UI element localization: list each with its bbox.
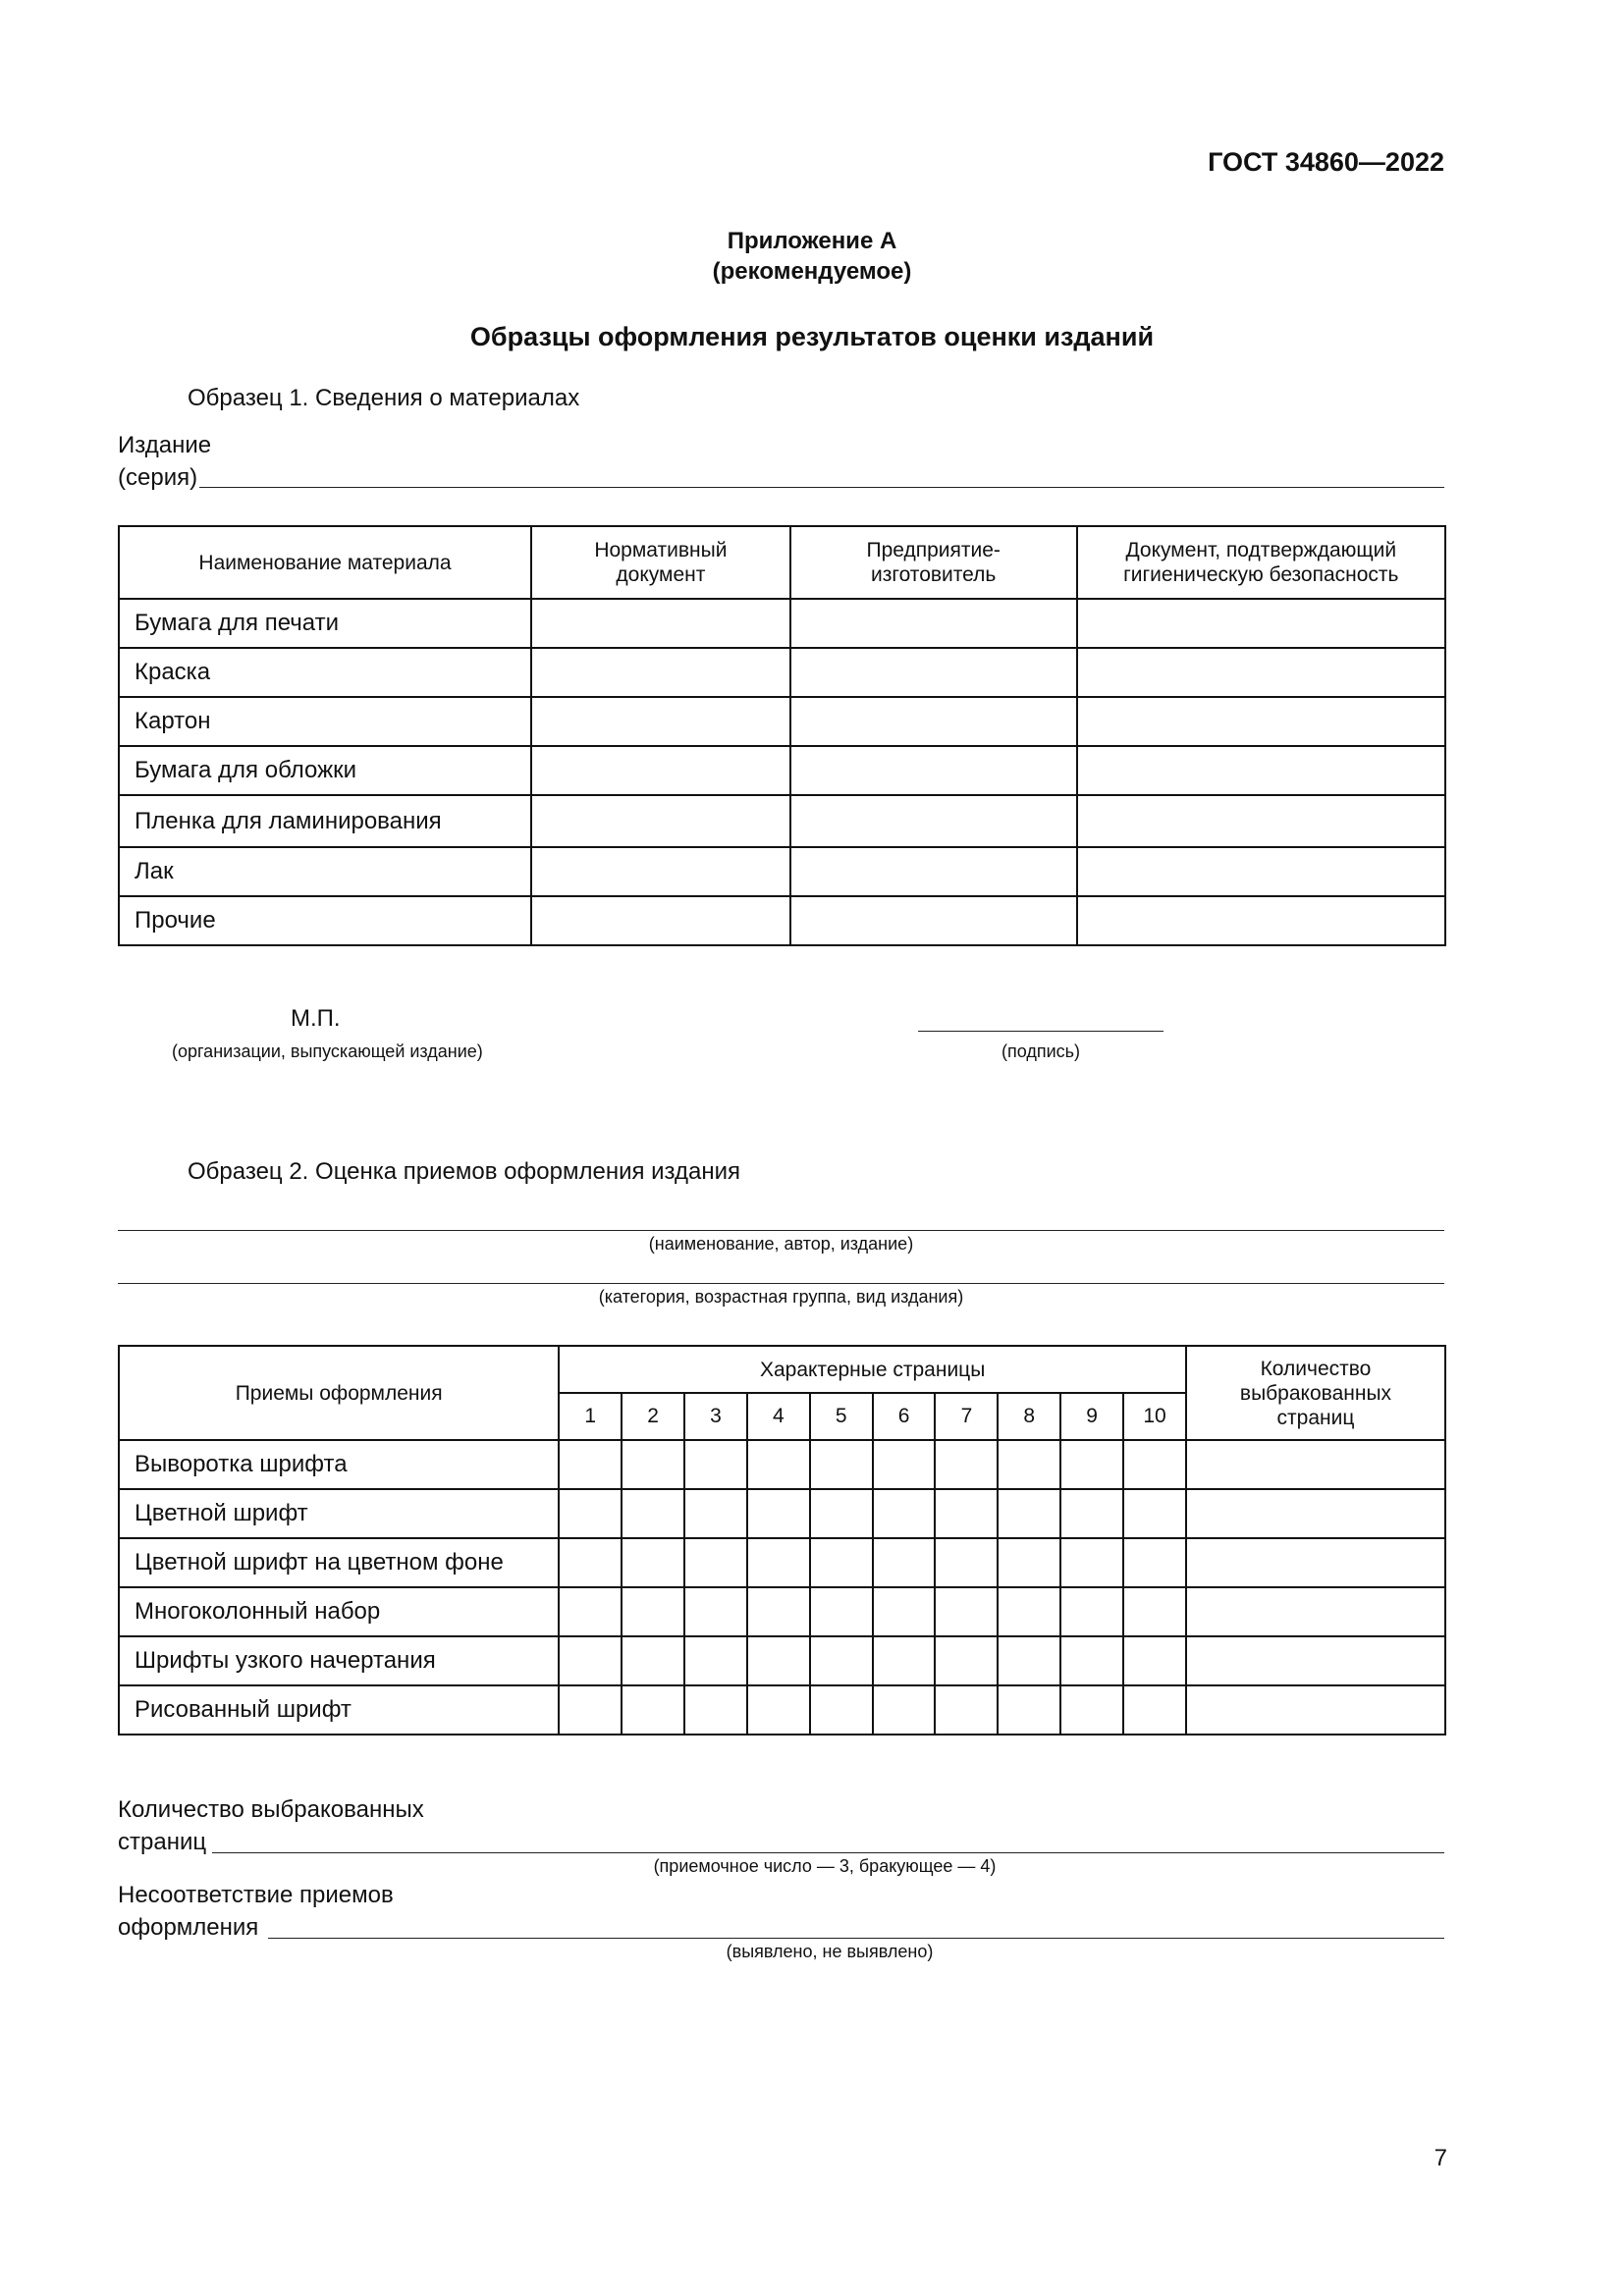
rejected-label: Количество выбракованных — [118, 1796, 424, 1823]
material-name: Пленка для ламинирования — [119, 795, 531, 847]
page-number: 5 — [810, 1393, 873, 1440]
material-name: Картон — [119, 697, 531, 746]
table-row — [119, 795, 1445, 847]
material-name: Бумага для обложки — [119, 746, 531, 795]
mismatch-line — [268, 1938, 1444, 1939]
appendix-status: (рекомендуемое) — [712, 258, 912, 285]
method-name: Выворотка шрифта — [119, 1440, 559, 1489]
method-name: Многоколонный набор — [119, 1587, 559, 1636]
material-name: Краска — [119, 648, 531, 697]
table-row — [119, 746, 1445, 795]
page-number: 4 — [747, 1393, 810, 1440]
col-rejected-pages: Количество выбракованных страниц — [1186, 1346, 1445, 1440]
table-row — [119, 648, 1445, 697]
col-hygiene-doc: Документ, подтверждающий гигиеническую безопасность — [1077, 526, 1445, 599]
col-material-name: Наименование материала — [119, 526, 531, 599]
mismatch-label-cont: оформления — [118, 1914, 259, 1941]
appendix-title: Приложение А — [727, 228, 897, 254]
table-row — [119, 1636, 1445, 1685]
table-row — [119, 1440, 1445, 1489]
table-row — [119, 847, 1445, 896]
methods-header-row — [119, 1346, 1445, 1393]
page-number: 2 — [622, 1393, 684, 1440]
table-row — [119, 697, 1445, 746]
category-line — [118, 1283, 1444, 1284]
rejected-caption: (приемочное число — 3, бракующее — 4) — [653, 1856, 997, 1876]
page-number: 1 — [559, 1393, 622, 1440]
edition-line — [199, 487, 1444, 488]
rejected-line — [212, 1852, 1444, 1853]
col-characteristic-pages: Характерные страницы — [559, 1346, 1186, 1393]
signature-line — [918, 1031, 1164, 1032]
page-number: 8 — [998, 1393, 1060, 1440]
method-name: Рисованный шрифт — [119, 1685, 559, 1735]
material-name: Лак — [119, 847, 531, 896]
materials-table — [118, 525, 1446, 946]
edition-name-line — [118, 1230, 1444, 1231]
category-caption: (категория, возрастная группа, вид издания) — [598, 1287, 964, 1307]
stamp-label: М.П. — [291, 1005, 341, 1032]
sample1-title: Образец 1. Сведения о материалах — [188, 385, 580, 411]
material-name: Прочие — [119, 896, 531, 945]
table-row — [119, 896, 1445, 945]
edition-label: Издание — [118, 432, 212, 458]
stamp-caption: (организации, выпускающей издание) — [172, 1041, 483, 1061]
page-number: 10 — [1123, 1393, 1186, 1440]
page-number: 9 — [1060, 1393, 1123, 1440]
col-methods: Приемы оформления — [119, 1346, 559, 1440]
table-row — [119, 1489, 1445, 1538]
page-number: 6 — [873, 1393, 936, 1440]
series-label: (серия) — [118, 464, 198, 491]
method-name: Цветной шрифт — [119, 1489, 559, 1538]
col-normative-doc: Нормативный документ — [531, 526, 790, 599]
col-manufacturer: Предприятие-изготовитель — [790, 526, 1077, 599]
rejected-label-cont: страниц — [118, 1829, 207, 1855]
edition-name-caption: (наименование, автор, издание) — [648, 1234, 914, 1254]
materials-header-row — [119, 526, 1445, 599]
mismatch-label: Несоответствие приемов — [118, 1882, 394, 1908]
page-number: 7 — [1434, 2145, 1447, 2171]
mismatch-caption: (выявлено, не выявлено) — [726, 1942, 934, 1961]
table-row — [119, 1587, 1445, 1636]
page-number: 7 — [935, 1393, 998, 1440]
page-number: 3 — [684, 1393, 747, 1440]
section-heading: Образцы оформления результатов оценки изданий — [469, 322, 1155, 351]
method-name: Цветной шрифт на цветном фоне — [119, 1538, 559, 1587]
table-row — [119, 599, 1445, 648]
table-row — [119, 1538, 1445, 1587]
sample2-title: Образец 2. Оценка приемов оформления издания — [188, 1158, 741, 1185]
standard-number: ГОСТ 34860—2022 — [1208, 147, 1444, 177]
material-name: Бумага для печати — [119, 599, 531, 648]
methods-table — [118, 1345, 1446, 1735]
signature-caption: (подпись) — [1001, 1041, 1081, 1061]
table-row — [119, 1685, 1445, 1735]
method-name: Шрифты узкого начертания — [119, 1636, 559, 1685]
